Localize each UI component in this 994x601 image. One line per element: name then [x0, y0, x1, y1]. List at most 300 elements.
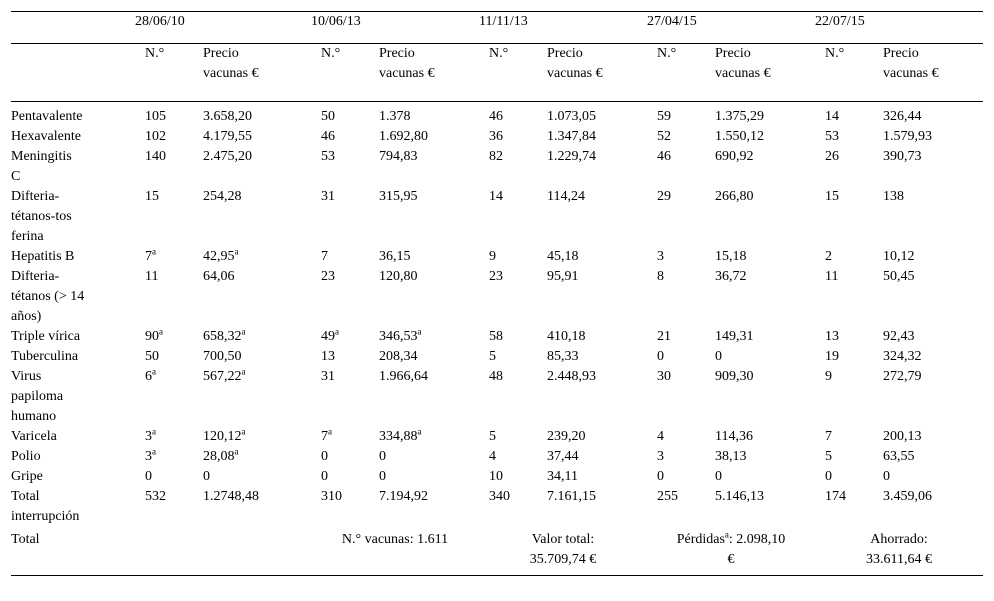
count-cell — [647, 127, 715, 147]
cell-value: 49 — [321, 329, 335, 344]
cell-value: 326,44 — [883, 109, 922, 124]
cell-value: 315,95 — [379, 189, 418, 204]
row-label — [11, 127, 135, 147]
date-header: 10/06/13 — [311, 12, 479, 44]
cell-value: 3 — [145, 449, 152, 464]
table-row — [11, 127, 983, 147]
price-cell — [883, 147, 983, 187]
table-row — [11, 267, 983, 327]
count-cell — [135, 247, 203, 267]
cell-value: 174 — [825, 489, 846, 504]
cell-value: 567,22 — [203, 369, 242, 384]
price-cell — [379, 447, 479, 467]
cell-value: 21 — [657, 329, 671, 344]
cell-value: 102 — [145, 129, 166, 144]
cell-value: 794,83 — [379, 149, 418, 164]
footnote-marker: a — [152, 446, 156, 457]
count-cell — [311, 247, 379, 267]
cell-value: 700,50 — [203, 349, 242, 364]
cell-value: 1.229,74 — [547, 149, 596, 164]
price-cell — [883, 487, 983, 527]
price-cell — [379, 347, 479, 367]
cell-value: 532 — [145, 489, 166, 504]
count-cell — [135, 427, 203, 447]
cell-value: 28,08 — [203, 449, 235, 464]
price-cell — [203, 147, 311, 187]
price-cell — [379, 267, 479, 327]
table-row — [11, 247, 983, 267]
count-cell — [135, 447, 203, 467]
price-cell — [715, 467, 815, 487]
cell-value: 23 — [321, 269, 335, 284]
cell-value: 48 — [489, 369, 503, 384]
corner-cell — [11, 12, 135, 44]
cell-value: 0 — [657, 469, 664, 484]
cell-value: 50 — [321, 109, 335, 124]
price-cell — [715, 102, 815, 128]
cell-value: 3.459,06 — [883, 489, 932, 504]
price-cell — [883, 102, 983, 128]
count-cell — [815, 467, 883, 487]
count-cell — [479, 267, 547, 327]
cell-value: 1.550,12 — [715, 129, 764, 144]
cell-value: 23 — [489, 269, 503, 284]
footnote-marker: a — [241, 426, 246, 437]
row-label-line: Difteria- — [11, 269, 60, 284]
cell-value: 140 — [145, 149, 166, 164]
count-cell — [479, 327, 547, 347]
price-cell — [379, 367, 479, 427]
sub-corner-cell — [11, 44, 135, 102]
row-label — [11, 347, 135, 367]
count-cell — [815, 267, 883, 327]
date-header: 22/07/15 — [815, 12, 983, 44]
cell-value: 26 — [825, 149, 839, 164]
count-cell — [815, 187, 883, 247]
cell-value: 2.475,20 — [203, 149, 252, 164]
col-header-precio-line1: Precio — [379, 46, 415, 61]
cell-value: 31 — [321, 189, 335, 204]
cell-value: 8 — [657, 269, 664, 284]
count-cell — [647, 267, 715, 327]
date-header: 27/04/15 — [647, 12, 815, 44]
cell-value: 324,32 — [883, 349, 922, 364]
cell-value: 1.692,80 — [379, 129, 428, 144]
price-cell — [883, 347, 983, 367]
cell-value: 95,91 — [547, 269, 579, 284]
col-header-precio — [203, 44, 311, 102]
cell-value: 5 — [489, 349, 496, 364]
table-row — [11, 487, 983, 527]
price-cell — [547, 487, 647, 527]
count-cell — [479, 467, 547, 487]
cell-value: 9 — [825, 369, 832, 384]
row-label-line: Total — [11, 489, 40, 504]
footnote-marker: a — [417, 426, 422, 437]
col-header-precio-line2: vacunas € — [715, 66, 771, 81]
footnote-marker: a — [152, 366, 156, 377]
cell-value: 90 — [145, 329, 159, 344]
cell-value: 1.375,29 — [715, 109, 764, 124]
cell-value: 7 — [321, 429, 328, 444]
price-cell — [715, 367, 815, 427]
price-cell — [379, 127, 479, 147]
count-cell — [647, 447, 715, 467]
cell-value: 255 — [657, 489, 678, 504]
cell-value: 4.179,55 — [203, 129, 252, 144]
count-cell — [647, 147, 715, 187]
row-label — [11, 102, 135, 128]
cell-value: 1.073,05 — [547, 109, 596, 124]
count-cell — [815, 247, 883, 267]
cell-value: 53 — [825, 129, 839, 144]
price-cell — [883, 127, 983, 147]
cell-value: 13 — [825, 329, 839, 344]
cell-value: 63,55 — [883, 449, 915, 464]
count-cell — [647, 102, 715, 128]
count-cell — [815, 427, 883, 447]
cell-value: 105 — [145, 109, 166, 124]
cell-value: 7 — [321, 249, 328, 264]
cell-value: 46 — [321, 129, 335, 144]
cell-value: 7 — [145, 249, 152, 264]
cell-value: 13 — [321, 349, 335, 364]
cell-value: 120,80 — [379, 269, 418, 284]
footnote-marker: a — [234, 246, 239, 257]
count-cell — [311, 467, 379, 487]
col-header-precio — [883, 44, 983, 102]
cell-value: 310 — [321, 489, 342, 504]
row-label-line: humano — [11, 409, 57, 424]
summary-perdidas — [647, 527, 815, 575]
cell-value: 11 — [145, 269, 159, 284]
count-cell — [647, 347, 715, 367]
cell-value: 36 — [489, 129, 503, 144]
price-cell — [715, 147, 815, 187]
row-label — [11, 187, 135, 247]
count-cell — [815, 127, 883, 147]
row-label-line: años) — [11, 309, 42, 324]
col-header-n: N.° — [489, 46, 509, 61]
price-cell — [203, 487, 311, 527]
footnote-marker: a — [241, 326, 246, 337]
ahorrado-value: 33.611,64 € — [866, 552, 932, 567]
cell-value: 0 — [321, 469, 328, 484]
cell-value: 4 — [657, 429, 664, 444]
row-label-line: Gripe — [11, 469, 43, 484]
row-label — [11, 467, 135, 487]
price-cell — [203, 127, 311, 147]
price-cell — [883, 427, 983, 447]
cell-value: 5 — [825, 449, 832, 464]
row-label-line: C — [11, 169, 21, 184]
cell-value: 272,79 — [883, 369, 922, 384]
count-cell — [311, 327, 379, 347]
count-cell — [311, 447, 379, 467]
price-cell — [379, 487, 479, 527]
cell-value: 52 — [657, 129, 671, 144]
count-cell — [135, 347, 203, 367]
row-label — [11, 267, 135, 327]
row-label-line: Triple vírica — [11, 329, 81, 344]
cell-value: 36,72 — [715, 269, 747, 284]
price-cell — [379, 187, 479, 247]
row-label — [11, 327, 135, 347]
col-header-precio — [379, 44, 479, 102]
price-cell — [379, 247, 479, 267]
price-cell — [379, 427, 479, 447]
footnote-marker: a — [234, 446, 239, 457]
count-cell — [479, 367, 547, 427]
cell-value: 5 — [489, 429, 496, 444]
table-row — [11, 102, 983, 128]
cell-value: 0 — [715, 349, 722, 364]
footnote-marker: a — [159, 326, 163, 337]
cell-value: 59 — [657, 109, 671, 124]
price-cell — [203, 447, 311, 467]
cell-value: 31 — [321, 369, 335, 384]
price-cell — [715, 187, 815, 247]
price-cell — [203, 367, 311, 427]
price-cell — [547, 347, 647, 367]
cell-value: 0 — [145, 469, 152, 484]
cell-value: 30 — [657, 369, 671, 384]
count-cell — [311, 267, 379, 327]
summary-valor-total — [479, 527, 647, 575]
cell-value: 120,12 — [203, 429, 242, 444]
cell-value: 45,18 — [547, 249, 579, 264]
cell-value: 1.966,64 — [379, 369, 428, 384]
date-header-row — [11, 12, 983, 44]
cell-value: 82 — [489, 149, 503, 164]
price-cell — [379, 102, 479, 128]
cell-value: 10,12 — [883, 249, 915, 264]
count-cell — [815, 487, 883, 527]
row-label — [11, 147, 135, 187]
row-label-line: Hexavalente — [11, 129, 81, 144]
cell-value: 1.347,84 — [547, 129, 596, 144]
col-header-n: N.° — [321, 46, 341, 61]
col-header-precio-line2: vacunas € — [547, 66, 603, 81]
cell-value: 3 — [657, 449, 664, 464]
col-header-precio-line2: vacunas € — [379, 66, 435, 81]
price-cell — [715, 427, 815, 447]
cell-value: 15,18 — [715, 249, 747, 264]
price-cell — [203, 467, 311, 487]
price-cell — [379, 327, 479, 347]
price-cell — [547, 102, 647, 128]
col-header-precio-line2: vacunas € — [203, 66, 259, 81]
cell-value: 138 — [883, 189, 904, 204]
summary-ahorrado — [815, 527, 983, 575]
row-label — [11, 487, 135, 527]
price-cell — [715, 447, 815, 467]
summary-vacunas: N.° vacunas: 1.611 — [341, 532, 449, 547]
count-cell — [135, 467, 203, 487]
count-cell — [135, 187, 203, 247]
row-label — [11, 447, 135, 467]
col-header-precio — [715, 44, 815, 102]
row-label-line: tétanos (> 14 — [11, 289, 85, 304]
count-cell — [311, 487, 379, 527]
count-cell — [311, 347, 379, 367]
cell-value: 208,34 — [379, 349, 418, 364]
valor-total-value: 35.709,74 € — [529, 552, 597, 567]
cell-value: 239,20 — [547, 429, 586, 444]
col-header-precio-line1: Precio — [715, 46, 751, 61]
col-header-precio-line1: Precio — [547, 46, 583, 61]
cell-value: 46 — [489, 109, 503, 124]
price-cell — [715, 247, 815, 267]
price-cell — [715, 327, 815, 347]
cell-value: 149,31 — [715, 329, 754, 344]
price-cell — [547, 327, 647, 347]
cell-value: 3.658,20 — [203, 109, 252, 124]
cell-value: 0 — [321, 449, 328, 464]
price-cell — [715, 487, 815, 527]
count-cell — [479, 187, 547, 247]
count-cell — [311, 367, 379, 427]
total-label: Total — [11, 532, 40, 547]
cell-value: 15 — [825, 189, 839, 204]
cell-value: 7.161,15 — [547, 489, 596, 504]
cell-value: 390,73 — [883, 149, 922, 164]
col-header-precio — [547, 44, 647, 102]
cell-value: 0 — [379, 449, 386, 464]
count-cell — [135, 487, 203, 527]
count-cell — [479, 347, 547, 367]
price-cell — [715, 267, 815, 327]
count-cell — [815, 447, 883, 467]
cell-value: 0 — [203, 469, 210, 484]
perdidas-value: : 2.098,10 — [728, 532, 786, 547]
row-label — [11, 247, 135, 267]
cell-value: 50 — [145, 349, 159, 364]
price-cell — [547, 367, 647, 427]
cell-value: 19 — [825, 349, 839, 364]
count-cell — [647, 467, 715, 487]
price-cell — [203, 247, 311, 267]
cell-value: 9 — [489, 249, 496, 264]
cell-value: 114,24 — [547, 189, 585, 204]
cell-value: 2 — [825, 249, 832, 264]
footnote-marker: a — [152, 426, 156, 437]
count-cell — [647, 487, 715, 527]
count-cell — [135, 147, 203, 187]
count-cell — [311, 427, 379, 447]
cell-value: 50,45 — [883, 269, 915, 284]
cell-value: 0 — [379, 469, 386, 484]
table-row — [11, 147, 983, 187]
cell-value: 5.146,13 — [715, 489, 764, 504]
count-cell — [647, 427, 715, 447]
row-label-line: Hepatitis B — [11, 249, 75, 264]
count-cell — [647, 247, 715, 267]
count-cell — [311, 102, 379, 128]
count-cell — [479, 102, 547, 128]
count-cell — [135, 267, 203, 327]
cell-value: 64,06 — [203, 269, 235, 284]
col-header-n: N.° — [825, 46, 845, 61]
price-cell — [203, 327, 311, 347]
cell-value: 7.194,92 — [379, 489, 428, 504]
perdidas-footnote: a — [724, 529, 729, 540]
cell-value: 92,43 — [883, 329, 915, 344]
col-header-precio-line1: Precio — [883, 46, 919, 61]
price-cell — [379, 467, 479, 487]
price-cell — [547, 147, 647, 187]
footnote-marker: a — [417, 326, 422, 337]
ahorrado-label: Ahorrado: — [870, 532, 928, 547]
row-label-line: interrupción — [11, 509, 80, 524]
cell-value: 690,92 — [715, 149, 754, 164]
count-cell — [311, 147, 379, 187]
cell-value: 346,53 — [379, 329, 418, 344]
cell-value: 36,15 — [379, 249, 411, 264]
cell-value: 34,11 — [547, 469, 578, 484]
row-label-line: ferina — [11, 229, 44, 244]
price-cell — [715, 127, 815, 147]
cell-value: 7 — [825, 429, 832, 444]
count-cell — [479, 427, 547, 447]
price-cell — [203, 187, 311, 247]
table-row — [11, 367, 983, 427]
price-cell — [883, 467, 983, 487]
row-label-line: Pentavalente — [11, 109, 83, 124]
price-cell — [547, 467, 647, 487]
price-cell — [547, 427, 647, 447]
price-cell — [547, 127, 647, 147]
count-cell — [135, 102, 203, 128]
vaccine-table — [11, 11, 983, 576]
cell-value: 266,80 — [715, 189, 754, 204]
footnote-marker: a — [152, 246, 156, 257]
row-label — [11, 427, 135, 447]
price-cell — [203, 347, 311, 367]
row-label-line: Virus — [11, 369, 42, 384]
date-header: 28/06/10 — [135, 12, 311, 44]
count-cell — [479, 127, 547, 147]
perdidas-label: Pérdidas — [676, 532, 725, 547]
cell-value: 1.579,93 — [883, 129, 932, 144]
count-cell — [311, 187, 379, 247]
count-cell — [815, 327, 883, 347]
price-cell — [883, 267, 983, 327]
table-row — [11, 347, 983, 367]
price-cell — [547, 447, 647, 467]
row-label-line: Varicela — [11, 429, 57, 444]
count-cell — [647, 367, 715, 427]
count-cell — [815, 147, 883, 187]
cell-value: 114,36 — [715, 429, 753, 444]
cell-value: 340 — [489, 489, 510, 504]
price-cell — [883, 367, 983, 427]
count-cell — [479, 147, 547, 187]
price-cell — [547, 187, 647, 247]
cell-value: 14 — [489, 189, 503, 204]
count-cell — [479, 487, 547, 527]
count-cell — [135, 127, 203, 147]
summary-empty — [135, 527, 311, 575]
price-cell — [883, 327, 983, 347]
count-cell — [815, 347, 883, 367]
cell-value: 3 — [657, 249, 664, 264]
cell-value: 38,13 — [715, 449, 747, 464]
row-label-line: Meningitis — [11, 149, 72, 164]
count-cell — [311, 127, 379, 147]
col-header-n: N.° — [657, 46, 677, 61]
price-cell — [883, 247, 983, 267]
